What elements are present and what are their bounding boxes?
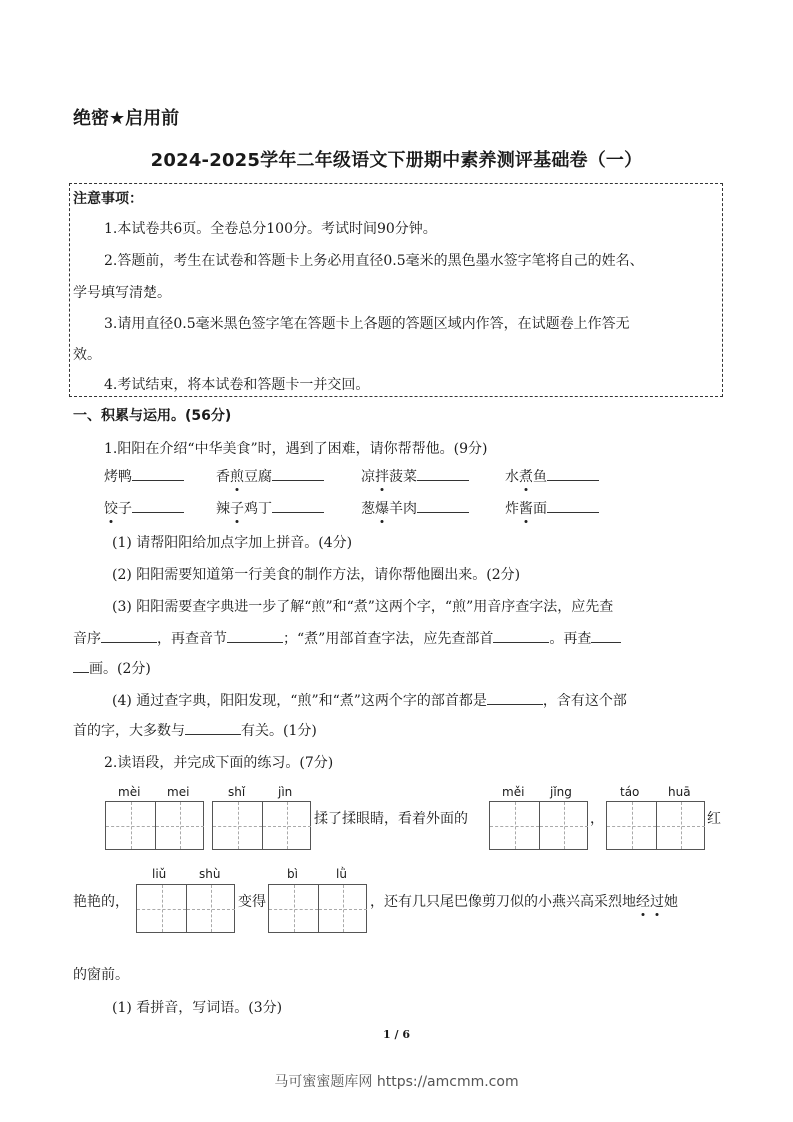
subquestion-3-line-2: 音序 ，再查音节 ；“煮”用部首查字法，应先查部首 。再查 (73, 628, 621, 648)
passage-text: ， (590, 811, 604, 827)
writing-grid[interactable] (212, 801, 311, 850)
confidential-label: 绝密★启用前 (73, 108, 180, 129)
notice-item-1: 1.本试卷共6页。全卷总分100分。考试时间90分钟。 (104, 221, 437, 237)
pinyin-label: lǜ (336, 867, 347, 881)
food-item: 辣子鸡丁 (216, 498, 324, 518)
section-heading: 一、积累与运用。(56分) (73, 408, 232, 424)
subquestion-4: (4) 通过查字典，阳阳发现，“煎”和“煮”这两个字的部首都是 ，含有这个部 (112, 690, 627, 710)
pinyin-label: shù (199, 867, 221, 881)
writing-grid[interactable] (606, 801, 705, 850)
food-item: 葱爆羊肉 (361, 498, 469, 518)
pinyin-label: jǐng (550, 785, 572, 799)
answer-blank[interactable] (272, 466, 324, 481)
answer-blank[interactable] (101, 628, 157, 643)
subquestion-3-line-3: 画。(2分) (73, 658, 151, 678)
subquestion-1: (1) 请帮阳阳给加点字加上拼音。(4分) (112, 535, 353, 551)
answer-blank[interactable] (591, 628, 621, 643)
notice-item-4: 4.考试结束，将本试卷和答题卡一并交回。 (104, 377, 370, 393)
pinyin-label: huā (668, 785, 691, 799)
answer-blank[interactable] (132, 498, 184, 513)
site-watermark[interactable]: 马可蜜蜜题库网 https://amcmm.com (274, 1074, 519, 1090)
question-1-stem: 1.阳阳在介绍“中华美食”时，遇到了困难，请你帮帮他。(9分) (104, 441, 488, 457)
food-item: 香煎豆腐 (216, 466, 324, 486)
pinyin-label: liǔ (152, 867, 167, 881)
pinyin-label: jìn (278, 785, 293, 799)
answer-blank[interactable] (547, 498, 599, 513)
answer-blank[interactable] (417, 498, 469, 513)
answer-blank[interactable] (417, 466, 469, 481)
pinyin-label: shǐ (228, 785, 246, 799)
answer-blank[interactable] (487, 690, 543, 705)
notice-heading: 注意事项： (73, 191, 143, 207)
subquestion-4-line-2: 首的字，大多数与 有关。(1分) (73, 720, 317, 740)
subquestion-2-1: (1) 看拼音，写词语。(3分) (112, 1000, 283, 1016)
notice-item-3-cont: 效。 (73, 347, 101, 363)
page-number: 1 / 6 (383, 1028, 410, 1041)
answer-blank[interactable] (493, 628, 549, 643)
writing-grid[interactable] (268, 884, 367, 933)
passage-text: 艳艳的， (73, 894, 129, 910)
food-item: 饺子 (104, 498, 184, 518)
answer-blank[interactable] (185, 720, 241, 735)
answer-blank[interactable] (227, 628, 283, 643)
notice-item-2: 2.答题前，考生在试卷和答题卡上务必用直径0.5毫米的黑色墨水签字笔将自己的姓名、 (104, 253, 644, 269)
passage-text: ，还有几只尾巴像剪刀似的小燕兴高采烈地经过她 (370, 894, 678, 910)
writing-grid[interactable] (136, 884, 235, 933)
pinyin-label: mèi (118, 785, 141, 799)
passage-text: 红 (707, 811, 721, 827)
pinyin-label: měi (502, 785, 525, 799)
answer-blank[interactable] (73, 658, 89, 673)
question-2-stem: 2.读语段，并完成下面的练习。(7分) (104, 755, 334, 771)
answer-blank[interactable] (272, 498, 324, 513)
writing-grid[interactable] (105, 801, 204, 850)
passage-text: 揉了揉眼睛，看着外面的 (314, 811, 468, 827)
notice-item-3: 3.请用直径0.5毫米黑色签字笔在答题卡上各题的答题区域内作答，在试题卷上作答无 (104, 316, 630, 332)
food-item: 凉拌菠菜 (361, 466, 469, 486)
food-item: 炸酱面 (505, 498, 599, 518)
food-item: 水煮鱼 (505, 466, 599, 486)
passage-text: 的窗前。 (73, 967, 129, 983)
food-item: 烤鸭 (104, 466, 184, 486)
pinyin-label: bì (287, 867, 298, 881)
pinyin-label: táo (620, 785, 640, 799)
page-title: 2024-2025学年二年级语文下册期中素养测评基础卷（一） (150, 150, 643, 171)
writing-grid[interactable] (489, 801, 588, 850)
answer-blank[interactable] (547, 466, 599, 481)
passage-text: 变得 (238, 894, 266, 910)
answer-blank[interactable] (132, 466, 184, 481)
pinyin-label: mei (167, 785, 190, 799)
subquestion-2: (2) 阳阳需要知道第一行美食的制作方法，请你帮他圈出来。(2分) (112, 567, 521, 583)
subquestion-3: (3) 阳阳需要查字典进一步了解“煎”和“煮”这两个字，“煎”用音序查字法，应先查 (112, 599, 614, 615)
notice-item-2-cont: 学号填写清楚。 (73, 285, 171, 301)
